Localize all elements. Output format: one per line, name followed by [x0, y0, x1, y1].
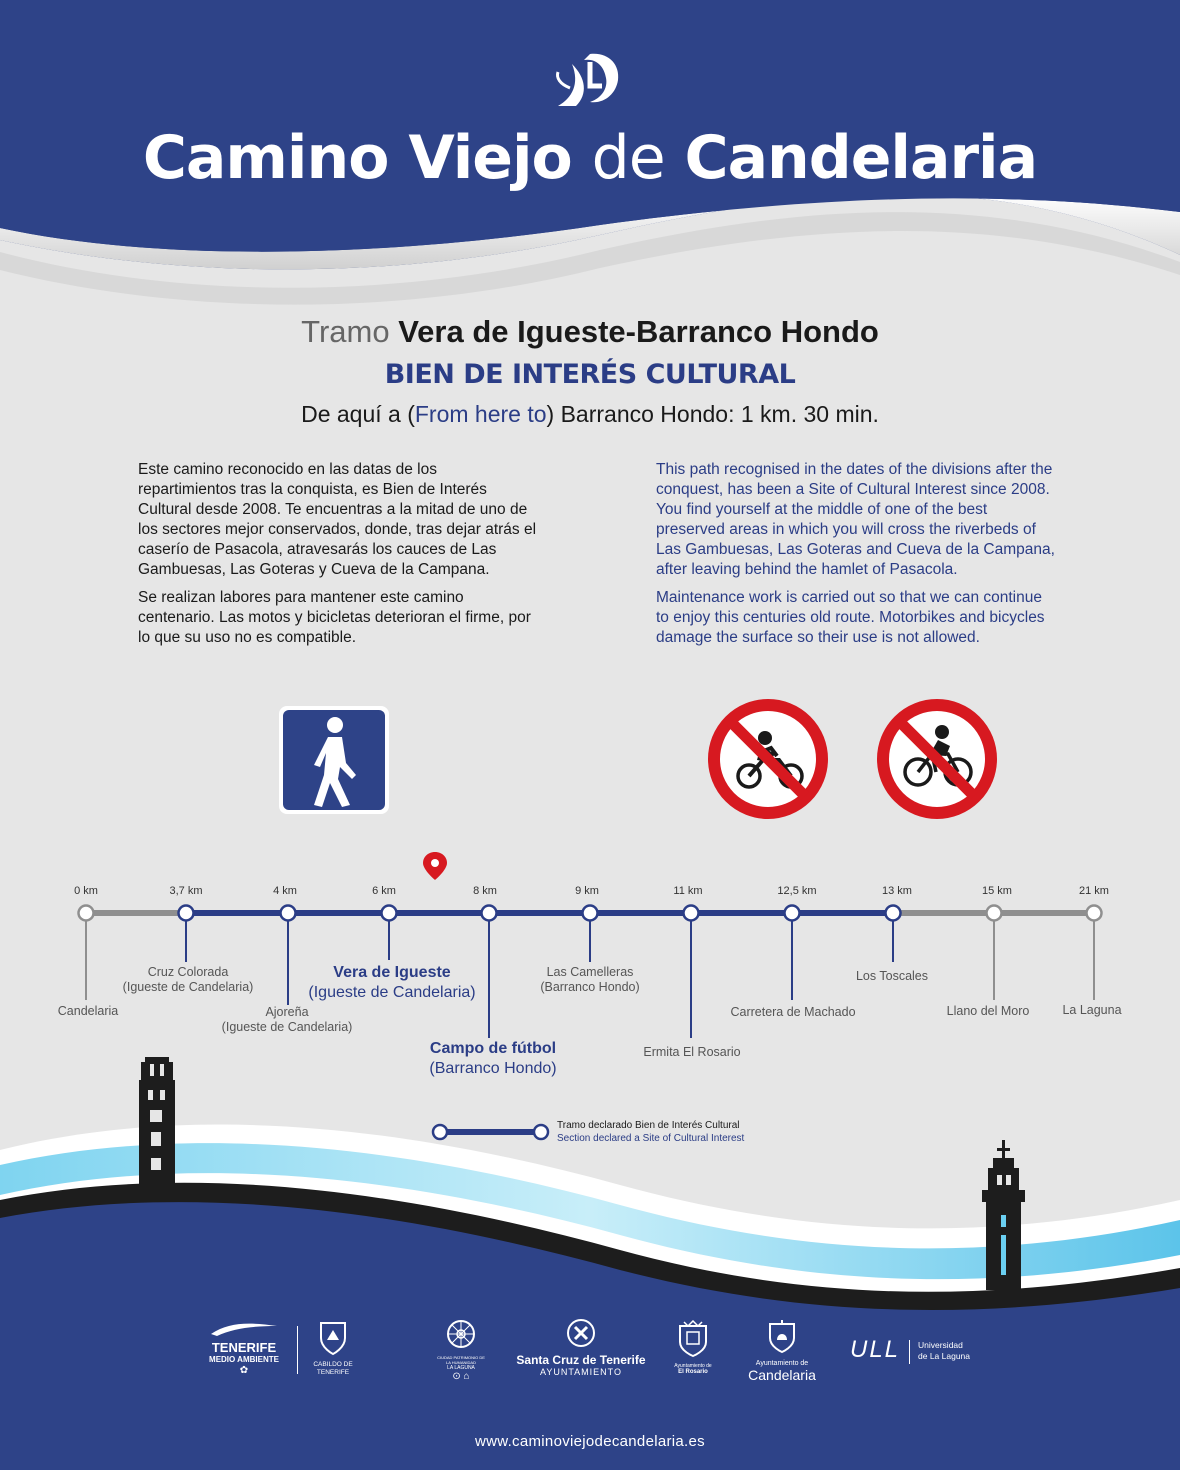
route-node: [79, 906, 94, 921]
km-label: 8 km: [473, 885, 497, 897]
km-label: 6 km: [372, 885, 396, 897]
km-label: 11 km: [673, 885, 703, 897]
no-bicycle-icon: [876, 698, 998, 820]
route-node: [684, 906, 699, 921]
km-label: 9 km: [575, 885, 599, 897]
route-node: [179, 906, 194, 921]
shield-icon: [318, 1320, 348, 1356]
ull-text: Universidad de La Laguna: [918, 1340, 970, 1361]
stop-las-camelleras: Las Camelleras (Barranco Hondo): [540, 965, 640, 994]
km-label: 13 km: [882, 885, 912, 897]
km-label: 3,7 km: [169, 885, 203, 897]
stop-la-laguna: La Laguna: [1062, 1003, 1122, 1017]
distance-post: ) Barranco Hondo: 1 km. 30 min.: [546, 401, 879, 427]
title-de: de: [591, 123, 665, 193]
distance-line: [0, 398, 1180, 430]
title-main: Camino Viejo: [142, 123, 572, 193]
km-label: 21 km: [1079, 885, 1109, 897]
route-node: [382, 906, 397, 921]
text-en-p1: This path recognised in the dates of the divisions after the conquest, has been a Site of Cultural Interest since 2008. You find yourself at the middle of one of the best preserved areas in which you will cross the riverbeds of Las Gambuesas, Las Goteras and Cueva de la Campana, after leaving behind the hamlet of Pasacola.: [656, 461, 1055, 578]
wheel-icon: [445, 1318, 477, 1350]
logo-cabildo: CABILDO DE TENERIFE: [308, 1320, 358, 1377]
legend-en: Section declared a Site of Cultural Interest: [557, 1133, 745, 1144]
crest-icon: [676, 1320, 710, 1358]
distance-pre: De aquí a (: [301, 401, 415, 427]
location-pin-icon: [423, 852, 447, 880]
stop-carretera-de-machado: Carretera de Machado: [730, 1005, 856, 1019]
route-node: [482, 906, 497, 921]
route-node: [886, 906, 901, 921]
camino-logo-icon: [550, 48, 626, 110]
route-node: [987, 906, 1002, 921]
logo-el-rosario: Ayuntamiento de El Rosario: [668, 1320, 718, 1376]
km-label: 4 km: [273, 885, 297, 897]
text-es-p2: Se realizan labores para mantener este camino centenario. Las motos y bicicletas deterioran el firme, por lo que su uso no es compatible.: [138, 589, 531, 646]
stop-llano-del-moro: Llano del Moro: [946, 1004, 1030, 1018]
website-url[interactable]: www.caminoviejodecandelaria.es: [475, 1433, 705, 1450]
text-en-p2: Maintenance work is carried out so that we can continue to enjoy this centuries old route. Motorbikes and bicycles damage the surface so their use is not allowed.: [656, 589, 1045, 646]
text-spanish: [138, 460, 538, 656]
stop-candelaria: Candelaria: [57, 1004, 119, 1018]
distance-en: From here to: [414, 401, 547, 427]
bell-shield-icon: [767, 1318, 797, 1354]
section-heading: [0, 312, 1180, 352]
stop-los-toscales: Los Toscales: [855, 969, 929, 983]
stop-ermita-el-rosario: Ermita El Rosario: [643, 1045, 741, 1059]
logo-santa-cruz: Santa Cruz de Tenerife AYUNTAMIENTO: [514, 1318, 648, 1378]
logo-divider: [297, 1326, 298, 1374]
km-label: 15 km: [982, 885, 1012, 897]
logo-candelaria: Ayuntamiento de Candelaria: [745, 1318, 819, 1383]
cross-emblem-icon: [566, 1318, 596, 1348]
no-motorbike-icon: [707, 698, 829, 820]
stop-cruz-colorada: Cruz Colorada (Igueste de Candelaria): [122, 965, 254, 994]
text-english: [656, 460, 1056, 656]
wave-icon: [209, 1322, 279, 1336]
logo-tenerife-medio-ambiente: TENERIFE MEDIO AMBIENTE ✿: [204, 1322, 284, 1376]
route-node: [583, 906, 598, 921]
stop-ajorena: Ajoreña (Igueste de Candelaria): [221, 1005, 353, 1034]
route-legend: [557, 1119, 744, 1145]
km-label: 0 km: [74, 885, 98, 897]
logo-ull: ULL: [850, 1336, 901, 1363]
route-node: [1087, 906, 1102, 921]
km-label: 12,5 km: [777, 885, 817, 897]
pedestrian-icon: [278, 705, 390, 815]
route-node: [785, 906, 800, 921]
tramo-name: Vera de Igueste-Barranco Hondo: [398, 314, 879, 349]
page-title: [0, 122, 1180, 194]
tramo-prefix: Tramo: [301, 314, 390, 349]
stop-campo-de-futbol: Campo de fútbol (Barranco Hondo): [429, 1040, 557, 1077]
ull-divider: [909, 1340, 910, 1364]
stop-vera-de-igueste: Vera de Igueste (Igueste de Candelaria): [308, 964, 476, 1001]
bic-heading: BIEN DE INTERÉS CULTURAL: [384, 359, 796, 390]
logo-la-laguna: CIUDAD PATRIMONIO DE LA HUMANIDAD LA LAGUNA ⊙ ⌂: [436, 1318, 486, 1383]
route-node: [281, 906, 296, 921]
title-end: Candelaria: [684, 123, 1038, 193]
legend-es: Tramo declarado Bien de Interés Cultural: [557, 1120, 740, 1131]
text-es-p1: Este camino reconocido en las datas de los repartimientos tras la conquista, es Bien de Interés Cultural desde 2008. Te encuentras a la mitad de uno de los sectores mejor conservados, donde, tras dejar atrás el caserío de Pasacola, atravesarás los cauces de Las Gambuesas, Las Goteras y Cueva de la Campana.: [138, 461, 537, 578]
